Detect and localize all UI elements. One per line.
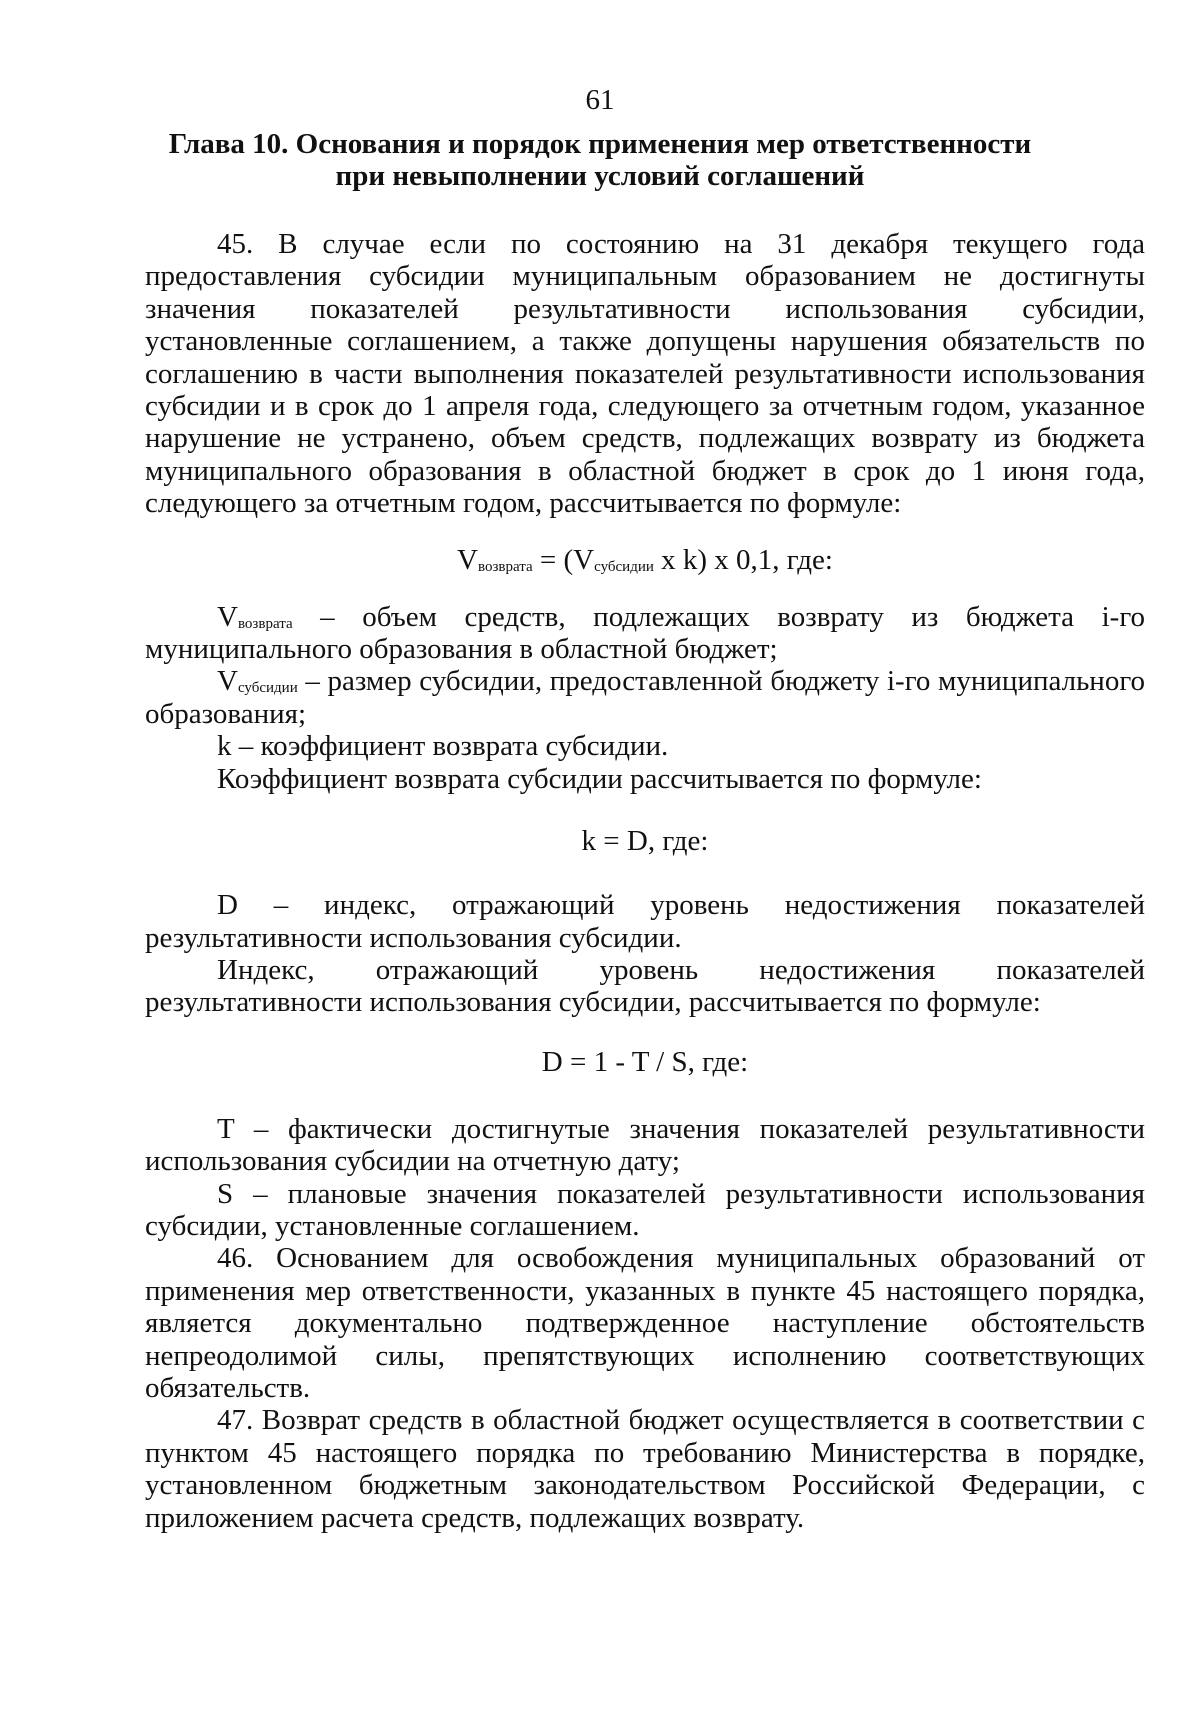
chapter-title-line-2: при невыполнении условий соглашений bbox=[335, 160, 865, 192]
paragraph-45: 45. В случае если по состоянию на 31 декабря текущего года предоставления субсидии муниципальным образованием не достигнуты значения показателей результативности использования субсидии, установленные соглашением, а также допущены нарушения обязательств по соглашению в части выполнения показателей результативности использования субсидии и в срок до 1 апреля года, следующего за отчетным годом, указанное нарушение не устранено, объем средств, подлежащих возврату из бюджета муниципального образования в областной бюджет в срок до 1 июня года, следующего за отчетным годом, рассчитывается по формуле: bbox=[145, 228, 1145, 520]
formula-sub-subsidy: субсидии bbox=[594, 558, 654, 575]
chapter-title bbox=[140, 128, 1060, 192]
document-body bbox=[145, 228, 1145, 1534]
def-v-sub: возврата bbox=[237, 615, 293, 632]
paragraph-47: 47. Возврат средств в областной бюджет осуществляется в соответствии с пунктом 45 настоящего порядка по требованию Министерства в порядке, установленном бюджетным законодательством Российской Федерации, с приложением расчета средств, подлежащих возврату. bbox=[145, 1404, 1145, 1534]
d-intro: Индекс, отражающий уровень недостижения показателей результативности использования субсидии, рассчитывается по формуле: bbox=[145, 953, 1145, 1019]
definition-t: T – фактически достигнутые значения показателей результативности использования субсидии на отчетную дату; bbox=[145, 1112, 1145, 1178]
formula-d: D = 1 - T / S, где: bbox=[541, 1045, 749, 1078]
chapter-title-line-1: Глава 10. Основания и порядок применения мер ответственности bbox=[168, 128, 1032, 160]
definition-v-return bbox=[145, 601, 1145, 666]
def-vs-symbol: V bbox=[217, 665, 238, 698]
formula-rest: x k) x 0,1, где: bbox=[653, 543, 833, 576]
def-vs-sub: субсидии bbox=[237, 680, 298, 697]
page-number: 61 bbox=[585, 84, 615, 116]
def-v-symbol: V bbox=[217, 600, 238, 633]
paragraph-46: 46. Основанием для освобождения муниципальных образований от применения мер ответственности, указанных в пункте 45 настоящего порядка, является документально подтвержденное наступление обстоятельств непреодолимой силы, препятствующих исполнению соответствующих обязательств. bbox=[145, 1242, 1145, 1404]
def-v-text: – объем средств, подлежащих возврату из бюджета i-го муниципального образования в областной бюджет; bbox=[145, 600, 1145, 666]
formula-k: k = D, где: bbox=[581, 825, 709, 858]
formula-v: V bbox=[457, 543, 478, 576]
formula-equals: = (V bbox=[532, 543, 595, 576]
def-vs-text: – размер субсидии, предоставленной бюджету i-го муниципального образования; bbox=[145, 665, 1145, 730]
formula-sub-return: возврата bbox=[478, 558, 533, 575]
definition-v-subsidy bbox=[145, 665, 1145, 730]
formula-return-volume bbox=[145, 544, 1145, 576]
k-intro: Коэффициент возврата субсидии рассчитывается по формуле: bbox=[217, 762, 982, 795]
definition-d: D – индекс, отражающий уровень недостижения показателей результативности использования субсидии. bbox=[145, 889, 1145, 954]
definition-k: k – коэффициент возврата субсидии. bbox=[217, 730, 669, 763]
definition-s: S – плановые значения показателей результативности использования субсидии, установленные соглашением. bbox=[145, 1177, 1145, 1242]
